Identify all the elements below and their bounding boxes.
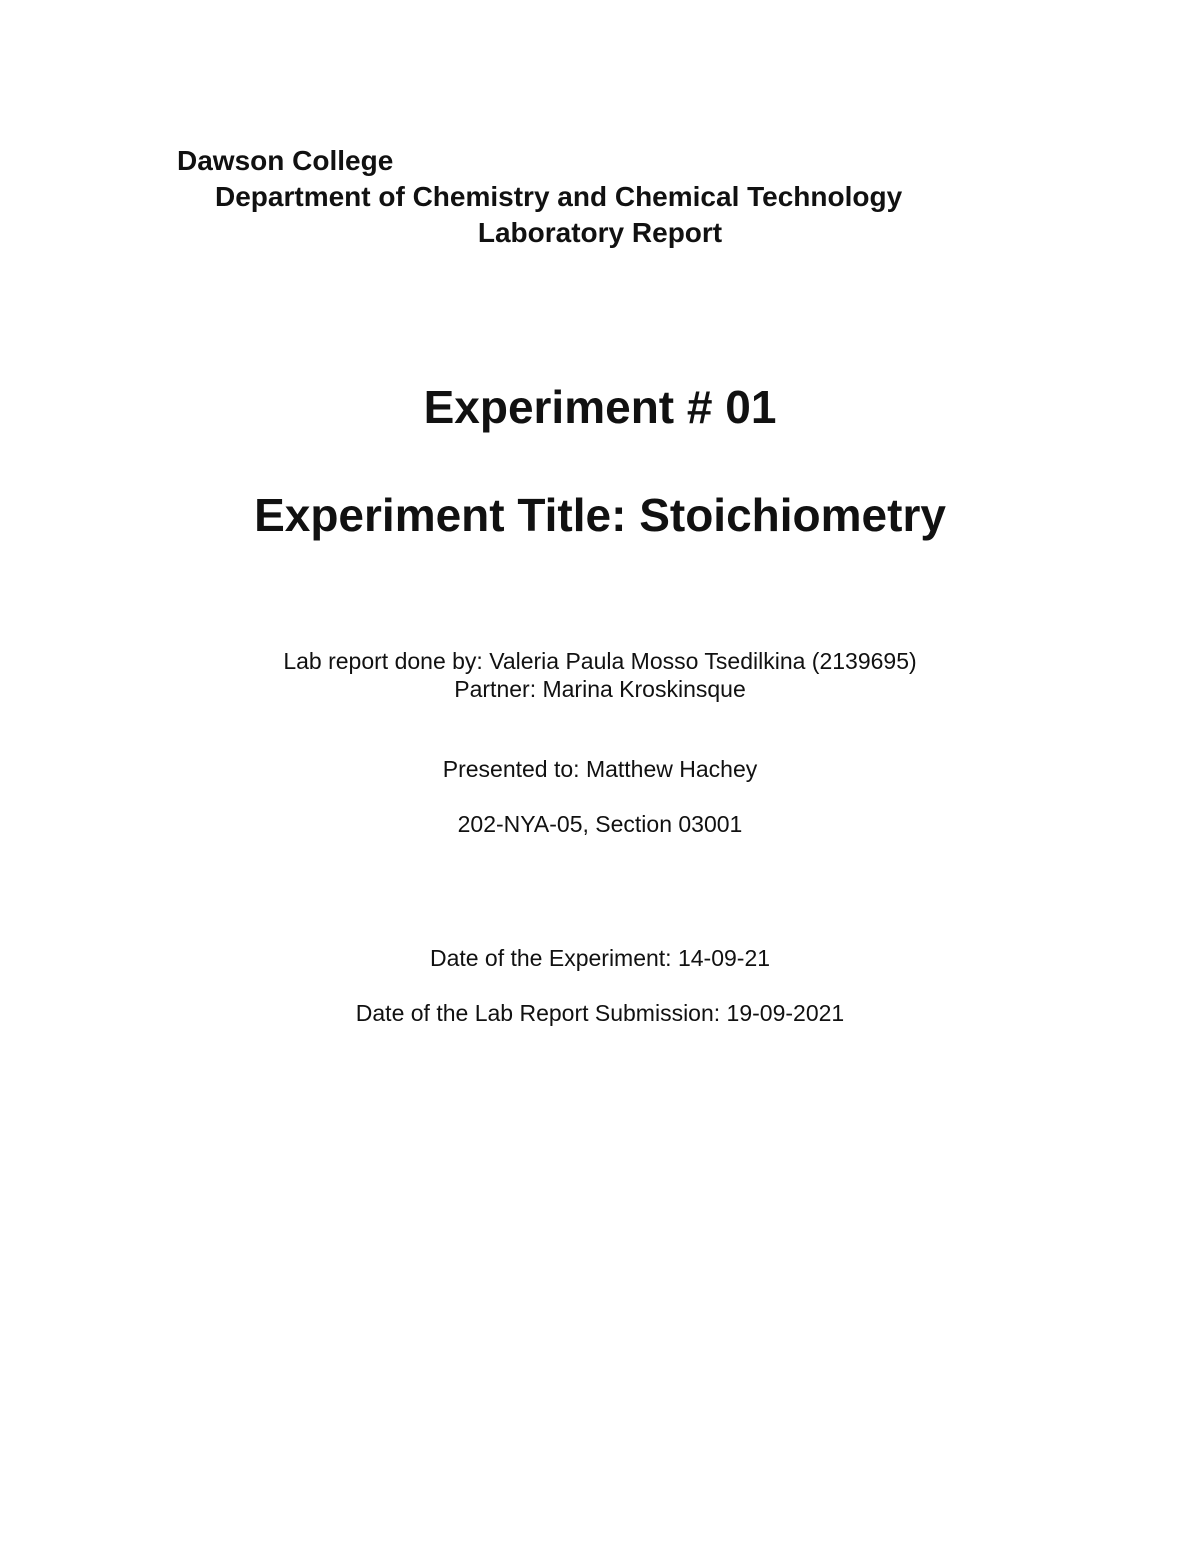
college-name: Dawson College xyxy=(177,145,394,176)
submission-date-line: Date of the Lab Report Submission: 19-09-2021 xyxy=(355,1000,845,1026)
experiment-date-line: Date of the Experiment: 14-09-21 xyxy=(429,945,771,971)
experiment-title: Experiment Title: Stoichiometry xyxy=(254,489,946,541)
experiment-number: Experiment # 01 xyxy=(423,381,777,433)
author-line: Lab report done by: Valeria Paula Mosso Tsedilkina (2139695) xyxy=(283,648,917,674)
department-name: Department of Chemistry and Chemical Technology xyxy=(215,181,903,212)
partner-line: Partner: Marina Kroskinsque xyxy=(454,676,746,702)
presented-to-line: Presented to: Matthew Hachey xyxy=(442,756,758,782)
report-type: Laboratory Report xyxy=(477,217,723,248)
course-section-line: 202-NYA-05, Section 03001 xyxy=(457,811,743,837)
